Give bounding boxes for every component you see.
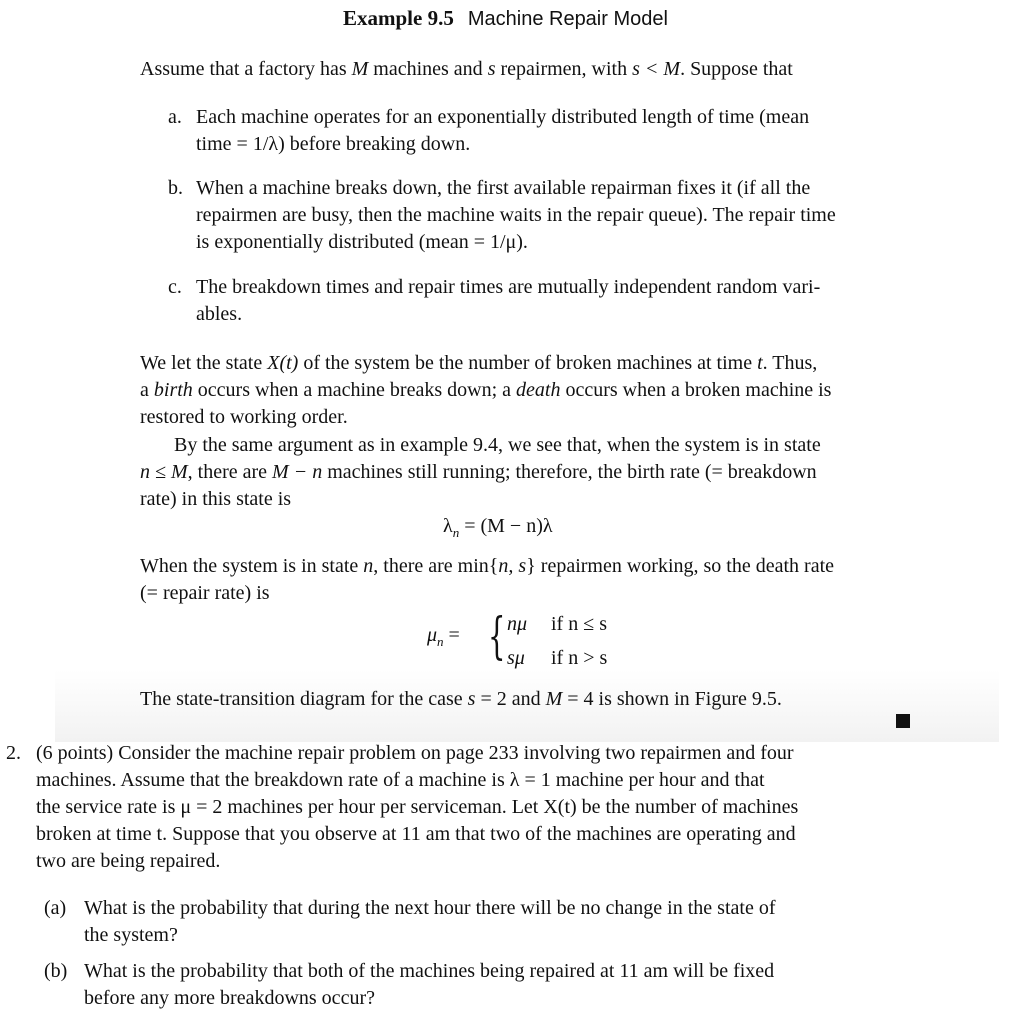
para1-line1: We let the state X(t) of the system be the number of broken machines at time t. Thus, [140,352,818,374]
example-heading [343,6,668,31]
part-b-label: (b) [44,960,68,982]
problem-line1: (6 points) Consider the machine repair problem on page 233 involving two repairmen and four [36,742,794,764]
part-a-line1: What is the probability that during the next hour there will be no change in the state of [84,897,776,919]
equation-mu-case2-value: sμ [507,647,525,669]
item-b-line1: When a machine breaks down, the first available repairman fixes it (if all the [196,177,811,199]
equation-mu-case1-condition: if n ≤ s [551,613,607,635]
end-of-example-square-icon [896,714,910,728]
item-b-line3: is exponentially distributed (mean = 1/μ). [196,231,528,253]
example-title: Machine Repair Model [467,8,668,30]
part-a-line2: the system? [84,924,178,946]
para1-line3: restored to working order. [140,406,348,428]
item-a-line2: time = 1/λ) before breaking down. [196,133,471,155]
equation-lambda: $\lambda_n = (M - n)\lambda$ [443,515,553,540]
item-c-marker: c. [168,276,182,298]
problem-line3: the service rate is μ = 2 machines per hour per serviceman. Let X(t) be the number of machines [36,796,799,818]
para3-line2: (= repair rate) is [140,582,270,604]
example-number: Example 9.5 [343,6,454,30]
problem-number: 2. [6,742,21,764]
piecewise-brace: { [488,607,506,665]
problem-line4: broken at time t. Suppose that you observe at 11 am that two of the machines are operating and [36,823,796,845]
closing-sentence: The state-transition diagram for the case s = 2 and M = 4 is shown in Figure 9.5. [140,688,782,710]
para2-line2: n ≤ M, there are M − n machines still running; therefore, the birth rate (= breakdown [140,461,817,483]
equation-mu-case1-value: nμ [507,613,528,635]
part-b-line1: What is the probability that both of the machines being repaired at 11 am will be fixed [84,960,775,982]
example-intro: Assume that a factory has M machines and s repairmen, with s < M. Suppose that [140,58,793,80]
item-c-line2: ables. [196,303,243,325]
item-a-line1: Each machine operates for an exponentially distributed length of time (mean [196,106,810,128]
item-b-marker: b. [168,177,183,199]
item-b-line2: repairmen are busy, then the machine waits in the repair queue). The repair time [196,204,836,226]
part-a-label: (a) [44,897,67,919]
item-c-line1: The breakdown times and repair times are mutually independent random vari- [196,276,821,298]
problem-line5: two are being repaired. [36,850,221,872]
part-b-line2: before any more breakdowns occur? [84,987,375,1009]
para1-line2: a birth occurs when a machine breaks down; a death occurs when a broken machine is [140,379,832,401]
para2-line3: rate) in this state is [140,488,292,510]
para3-line1: When the system is in state n, there are min{n, s} repairmen working, so the death rate [140,555,835,577]
equation-mu-case2-condition: if n > s [551,647,608,669]
item-a-marker: a. [168,106,182,128]
equation-mu-lhs: $\mu_n$ = [427,624,460,649]
problem-line2: machines. Assume that the breakdown rate of a machine is λ = 1 machine per hour and that [36,769,765,791]
para2-line1: By the same argument as in example 9.4, we see that, when the system is in state [174,434,821,456]
